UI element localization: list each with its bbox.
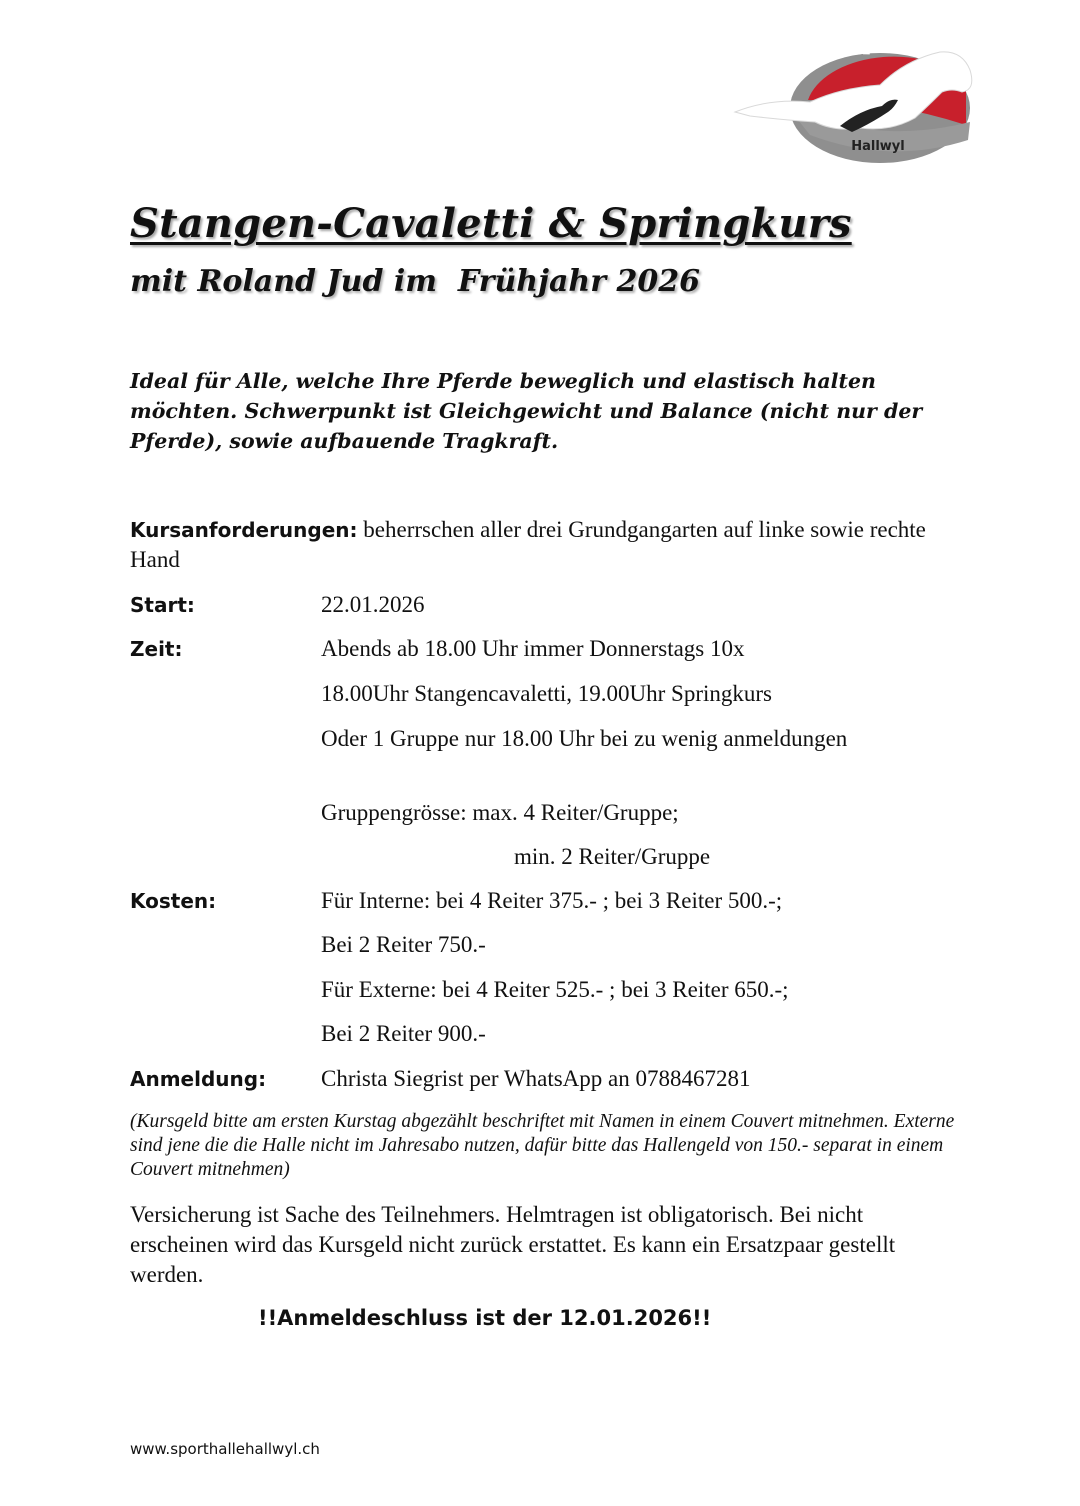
zeit-line: Abends ab 18.00 Uhr immer Donnerstags 10x bbox=[321, 636, 745, 661]
zeit-line: Oder 1 Gruppe nur 18.00 Uhr bei zu wenig anmeldungen bbox=[321, 726, 848, 751]
zeit-line: 18.00Uhr Stangencavaletti, 19.00Uhr Springkurs bbox=[321, 681, 772, 706]
start-value: 22.01.2026 bbox=[321, 592, 425, 617]
insurance-text: Versicherung ist Sache des Teilnehmers. Helmtragen ist obligatorisch. Bei nicht erscheinen wird das Kursgeld nicht zurück erstattet. Es kann ein Ersatzpaar gestellt werden. bbox=[130, 1202, 896, 1287]
zeit-label: Zeit: bbox=[130, 637, 183, 661]
logo-brand-bottom-text: Hallwyl bbox=[851, 139, 905, 154]
start-label: Start: bbox=[130, 593, 195, 617]
requirements bbox=[130, 515, 960, 575]
kosten-label: Kosten: bbox=[130, 889, 217, 913]
anmeldung-label: Anmeldung: bbox=[130, 1067, 267, 1091]
registration-deadline: !!Anmeldeschluss ist der 12.01.2026!! bbox=[258, 1306, 712, 1330]
group-size-min: min. 2 Reiter/Gruppe bbox=[514, 844, 711, 869]
requirements-text: beherrschen aller drei Grundgangarten auf linke sowie rechte Hand bbox=[130, 517, 926, 572]
intro-text: Ideal für Alle, welche Ihre Pferde beweglich und elastisch halten möchten. Schwerpunkt ist Gleichgewicht und Balance (nicht nur der Pferde), sowie aufbauende Tragkraft. bbox=[130, 369, 923, 453]
payment-note: (Kursgeld bitte am ersten Kurstag abgezählt beschriftet mit Namen in einem Couvert mitnehmen. Externe sind jene die die Halle nicht im Jahresabo nutzen, dafür bitte das Hallengeld von 150.- separat in einem Couvert mitnehmen) bbox=[130, 1111, 955, 1180]
anmeldung-value: Christa Siegrist per WhatsApp an 0788467281 bbox=[321, 1066, 751, 1091]
requirements-label: Kursanforderungen: bbox=[130, 518, 358, 542]
page-title: Stangen-Cavaletti & Springkurs bbox=[130, 200, 852, 247]
kosten-line: Für Interne: bei 4 Reiter 375.- ; bei 3 Reiter 500.-; bbox=[321, 888, 783, 913]
group-size-max: Gruppengrösse: max. 4 Reiter/Gruppe; bbox=[321, 800, 679, 825]
footer-website: www.sporthallehallwyl.ch bbox=[130, 1440, 320, 1458]
kosten-line: Für Externe: bei 4 Reiter 525.- ; bei 3 Reiter 650.-; bbox=[321, 977, 789, 1002]
kosten-line: Bei 2 Reiter 900.- bbox=[321, 1021, 486, 1046]
kosten-line: Bei 2 Reiter 750.- bbox=[321, 932, 486, 957]
logo-brand-top-text: SPORTHALLE bbox=[774, 43, 872, 102]
page-subtitle: mit Roland Jud im Frühjahr 2026 bbox=[130, 264, 700, 299]
sporthalle-hallwyl-logo bbox=[730, 40, 980, 165]
